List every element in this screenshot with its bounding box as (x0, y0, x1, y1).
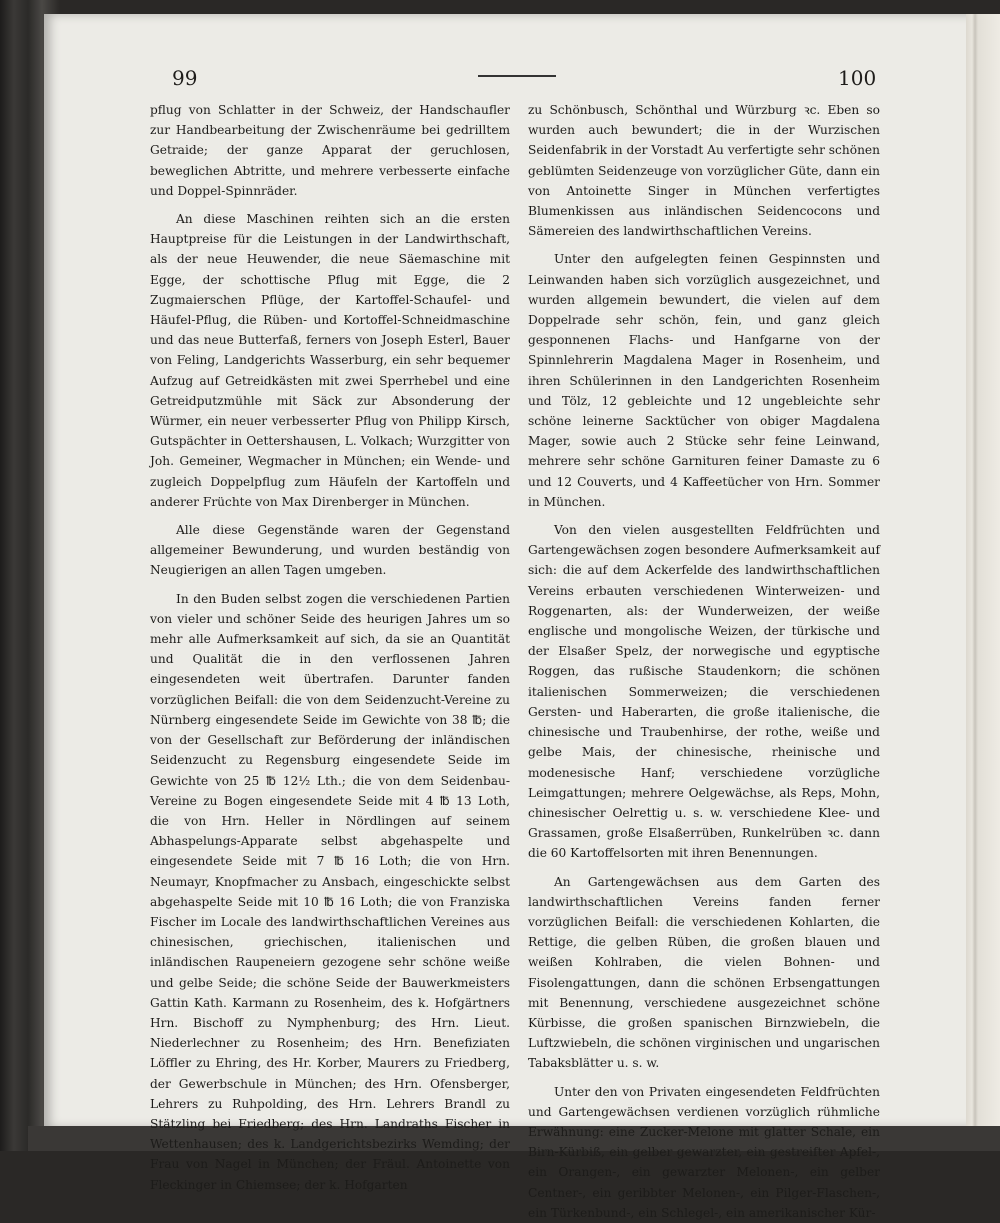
paragraph: Unter den aufgelegten feinen Gespinnsten und Leinwanden haben sich vorzüglich ausgezeichnet, und wurden allgemein bewundert, die vielen auf dem Doppelrade sehr schön, fein, und ganz gleich gesponnenen Flachs- und Hanfgarne von der Spinnlehrerin Magdalena Mager in Rosenheim, und ihren Schülerinnen in den Landgerichten Rosenheim und Tölz, 12 gebleichte und 12 ungebleichte sehr schöne leinerne Sacktücher von obiger Magdalena Mager, sowie auch 2 Stücke sehr feine Leinwand, mehrere sehr schöne Garnituren feiner Damaste zu 6 und 12 Couverts, und 4 Kaffeetücher von Hrn. Sommer in München. (528, 252, 880, 509)
paragraph: An diese Maschinen reihten sich an die ersten Hauptpreise für die Leistungen in der Landwirthschaft, als der neue Heuwender, die neue Säemaschine mit Egge, der schottische Pflug mit Egge, die 2 Zugmaierschen Pflüge, der Kartoffel-Schaufel- und Häufel-Pflug, die Rüben- und Kortoffel-Schneidmaschine und das neue Butterfaß, ferners von Joseph Esterl, Bauer von Feling, Landgerichts Wasserburg, ein sehr bequemer Aufzug auf Getreidkästen mit zwei Sperrhebel und eine Getreidputzmühle mit Säck zur Absonderung der Würmer, ein neuer verbesserter Pflug von Philipp Kirsch, Gutspächter in Oettershausen, L. Volkach; Wurzgitter von Joh. Gemeiner, Wegmacher in München; ein Wende- und zugleich Doppelpflug zum Häufeln der Kartoffeln und anderer Früchte von Max Direnberger in München. (150, 212, 510, 509)
right-text-column (528, 100, 880, 1223)
left-text-column (150, 100, 510, 1195)
paragraph: An Gartengewächsen aus dem Garten des landwirthschaftlichen Vereins fanden ferner vorzüglichen Beifall: die verschiedenen Kohlarten, die Rettige, die gelben Rüben, die großen blauen und weißen Kohlraben, die vielen Bohnen- und Fisolengattungen, dann die schönen Erbsengattungen mit Benennung, verschiedene ausgezeichnet schöne Kürbisse, die großen spanischen Birnzwiebeln, die Luftzwiebeln, die schönen virginischen und ungarischen Tabaksblätter u. s. w. (528, 874, 880, 1071)
header-rule (478, 75, 556, 77)
right-page-number: 100 (838, 66, 877, 90)
paragraph: Unter den von Privaten eingesendeten Feldfrüchten und Gartengewächsen verdienen vorzüglich rühmliche Erwähnung: eine Zucker-Melone mit glatter Schale, ein Birn-Kürbiß, ein gelber gewarzter, ein gestreifter Apfel-, ein Orangen-, ein gewarzter Melonen-, ein gelber Centner-, ein geribbter Melonen-, ein Pilger-Flaschen-, ein Türkenbund-, ein Schlegel-, ein amerikanischer Kür- (528, 1084, 880, 1220)
paragraph: pflug von Schlatter in der Schweiz, der Handschaufler zur Handbearbeitung der Zwischenräume bei gedrilltem Getraide; der ganze Apparat der geruchlosen, beweglichen Abtritte, und mehrere verbesserte einfache und Doppel-Spinnräder. (150, 103, 510, 198)
paragraph: Von den vielen ausgestellten Feldfrüchten und Gartengewächsen zogen besondere Aufmerksamkeit auf sich: die auf dem Ackerfelde des landwirthschaftlichen Vereins erbauten verschiedenen Winterweizen- und Roggenarten, als: der Wunderweizen, der weiße englische und mongolische Weizen, der türkische und der Elsaßer Spelz, der norwegische und egyptische Roggen, das rußische Staudenkorn; die schönen italienischen Sommerweizen; die verschiedenen Gersten- und Haberarten, die große italienische, die chinesische und Traubenhirse, der rothe, weiße und gelbe Mais, der chinesische, rheinische und modenesische Hanf; verschiedene vorzügliche Leimgattungen; mehrere Oelgewächse, als Reps, Mohn, chinesischer Oelrettig u. s. w. verschiedene Klee- und Grassamen, große Elsaßerrüben, Runkelrüben ꝛc. dann die 60 Kartoffelsorten mit ihren Benennungen. (528, 523, 880, 861)
paragraph: In den Buden selbst zogen die verschiedenen Partien von vieler und schöner Seide des heurigen Jahres um so mehr alle Aufmerksamkeit auf sich, da sie an Quantität und Qualität die in den verflossenen Jahren eingesendeten weit übertrafen. Darunter fanden vorzüglichen Beifall: die von dem Seidenzucht-Vereine zu Nürnberg eingesendete Seide im Gewichte von 38 ℔; die von der Gesellschaft zur Beförderung der inländischen Seidenzucht zu Regensburg eingesendete Seide im Gewichte von 25 ℔ 12½ Lth.; die von dem Seidenbau-Vereine zu Bogen eingesendete Seide mit 4 ℔ 13 Loth, die von Hrn. Heller in Nördlingen auf seinem Abhaspelungs-Apparate selbst abgehaspelte und eingesendete Seide mit 7 ℔ 16 Loth; die von Hrn. Neumayr, Knopfmacher zu Ansbach, eingeschickte selbst abgehaspelte Seide mit 10 ℔ 16 Loth; die von Franziska Fischer im Locale des landwirthschaftlichen Vereines aus chinesischen, griechischen, italienischen und inländischen Raupeneiern gezogene sehr schöne weiße und gelbe Seide; die schöne Seide der Bauwerkmeisters Gattin Kath. Karmann zu Rosenheim, des k. Hofgärtners Hrn. Bischoff zu Nymphenburg; des Hrn. Lieut. Niederlechner zu Rosenheim; des Hrn. Benefiziaten Löffler zu Ehring, des Hr. Korber, Maurers zu Friedberg, der Gewerbschule in München; des Hrn. Ofensberger, Lehrers zu Ruhpolding, des Hrn. Lehrers Brandl zu Stätzling bei Friedberg; des Hrn. Landraths Fischer in Wettenhausen; des k. Landgerichtsbezirks Wemding; der Frau von Nagel in München; der Fräul. Antoinette von Fleckinger in Chiemsee; der k. Hofgarten (150, 591, 510, 1192)
page-edge-right (966, 14, 1000, 1128)
paragraph: zu Schönbusch, Schönthal und Würzburg ꝛc. Eben so wurden auch bewundert; die in der Wurzischen Seidenfabrik in der Vorstadt Au verfertigte sehr schönen geblümten Seidenzeuge von vorzüglicher Güte, dann ein von Antoinette Singer in München verfertigtes Blumenkissen aus inländischen Seidencocons und Sämereien des landwirthschaftlichen Vereins. (528, 103, 880, 239)
left-page-number: 99 (172, 66, 198, 90)
paragraph: Alle diese Gegenstände waren der Gegenstand allgemeiner Bewunderung, und wurden beständig von Neugierigen an allen Tagen umgeben. (150, 523, 510, 578)
